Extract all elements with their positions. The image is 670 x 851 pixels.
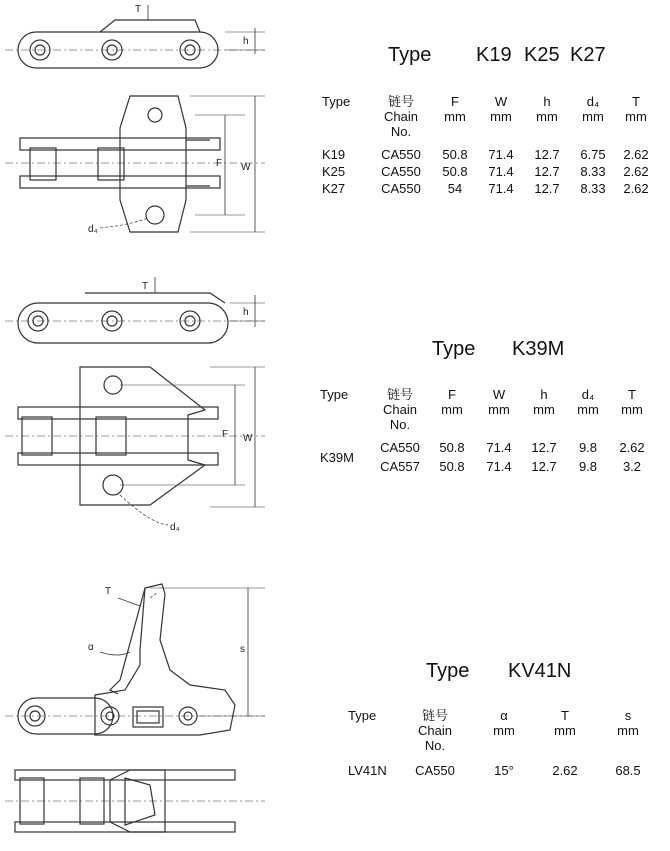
table-header-row: [348, 708, 662, 753]
drawing-k-series: [0, 0, 280, 250]
label-t: T: [135, 4, 142, 15]
title-model: K27: [570, 44, 606, 66]
header-w: W mm: [488, 387, 510, 417]
label-alpha: α: [88, 642, 94, 653]
label-f: F: [216, 158, 223, 169]
table-row: [348, 753, 662, 778]
header-type: Type: [348, 708, 377, 723]
label-w: W: [241, 162, 251, 173]
cell: 50.8: [439, 440, 465, 455]
cell: 50.8: [442, 147, 468, 162]
header-h: h mm: [533, 387, 555, 417]
cell: 71.4: [488, 147, 514, 162]
cell: 2.62: [623, 164, 649, 179]
cell: 68.5: [615, 763, 641, 778]
title-model: K39M: [512, 338, 565, 360]
cell: 8.33: [580, 181, 606, 196]
cell: 12.7: [531, 459, 557, 474]
cell: 9.8: [578, 440, 598, 455]
cell: 15°: [494, 763, 514, 778]
header-s: s mm: [617, 708, 639, 738]
cell: K19: [322, 147, 346, 162]
cell: 71.4: [488, 181, 514, 196]
table-row: [322, 139, 656, 162]
header-f: F mm: [441, 387, 463, 417]
header-h: h mm: [536, 94, 558, 124]
header-d4: d₄ mm: [577, 387, 599, 417]
header-t: T mm: [621, 387, 643, 417]
label-t: T: [105, 586, 112, 597]
cell: CA550: [380, 440, 420, 455]
cell: 71.4: [486, 440, 512, 455]
cell: 50.8: [442, 164, 468, 179]
cell: 12.7: [534, 181, 560, 196]
header-chain-no: 链号 Chain No.: [383, 387, 417, 432]
cell: 54: [447, 181, 463, 196]
label-t: T: [142, 281, 149, 292]
title-model: KV41N: [508, 660, 572, 682]
section-title-k39m: [432, 338, 564, 361]
header-t: T mm: [625, 94, 647, 124]
cell: 8.33: [580, 164, 606, 179]
header-type: Type: [322, 94, 351, 109]
cell: 71.4: [486, 459, 512, 474]
title-model: K25: [524, 44, 560, 66]
header-chain-no: 链号 Chain No.: [418, 708, 452, 753]
title-type: Type: [432, 338, 476, 360]
header-d4: d₄ mm: [582, 94, 604, 124]
cell: 2.62: [619, 440, 645, 455]
title-model: K19: [476, 44, 512, 66]
table-row: [322, 179, 656, 196]
label-s: s: [240, 644, 245, 655]
spec-table-kv41n: [348, 708, 662, 778]
header-chain-no: 链号 Chain No.: [384, 94, 418, 139]
spec-table-k-series: [322, 94, 656, 196]
table-header-row: [320, 387, 654, 432]
cell: 2.62: [623, 181, 649, 196]
label-h: h: [243, 307, 249, 318]
label-d4: d₄: [170, 522, 180, 533]
cell: CA550: [381, 164, 421, 179]
cell: 12.7: [531, 440, 557, 455]
cell: CA550: [381, 147, 421, 162]
cell: 6.75: [580, 147, 606, 162]
cell: 12.7: [534, 147, 560, 162]
table-row: [320, 432, 654, 455]
header-type: Type: [320, 387, 349, 402]
cell: LV41N: [348, 763, 387, 778]
cell: 12.7: [534, 164, 560, 179]
cell: 71.4: [488, 164, 514, 179]
header-w: W mm: [490, 94, 512, 124]
cell: K27: [322, 181, 346, 196]
type-cell: K39M: [320, 449, 354, 465]
cell: K25: [322, 164, 346, 179]
drawing-k39m: [0, 275, 280, 535]
cell: 9.8: [578, 459, 598, 474]
cell: CA557: [380, 459, 420, 474]
cell: CA550: [381, 181, 421, 196]
table-header-row: [322, 94, 656, 139]
label-h: h: [243, 36, 249, 47]
cell: 3.2: [622, 459, 642, 474]
title-type: Type: [388, 44, 432, 66]
label-w: W: [243, 433, 253, 444]
cell: 2.62: [552, 763, 578, 778]
cell: 2.62: [623, 147, 649, 162]
section-title-k-series: [388, 44, 606, 67]
table-row: [322, 162, 656, 179]
section-title-kv41n: [426, 660, 571, 683]
cell: CA550: [415, 763, 455, 778]
drawing-kv41n: [0, 570, 280, 850]
spec-table-k39m: [320, 387, 654, 474]
label-d4: d₄: [88, 224, 98, 235]
cell: 50.8: [439, 459, 465, 474]
header-t: T mm: [554, 708, 576, 738]
header-f: F mm: [444, 94, 466, 124]
label-f: F: [222, 429, 229, 440]
header-alpha: α mm: [493, 708, 515, 738]
title-type: Type: [426, 660, 470, 682]
